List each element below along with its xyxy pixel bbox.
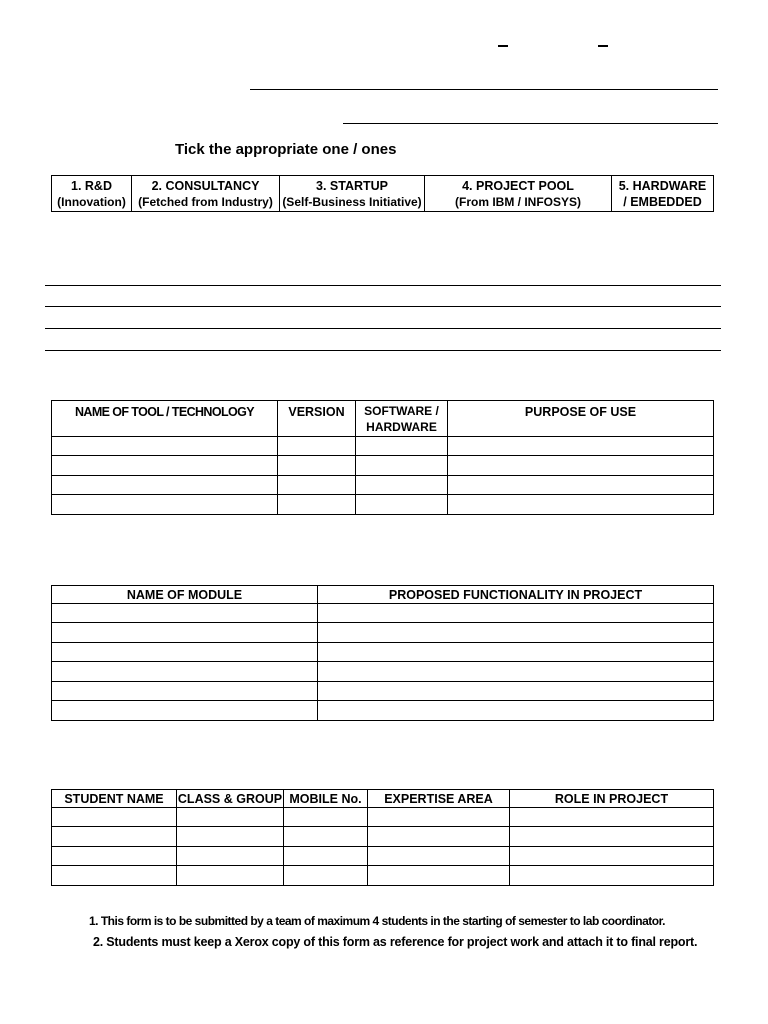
table-cell[interactable] (177, 827, 284, 847)
table-cell[interactable] (284, 827, 368, 847)
table-cell[interactable] (318, 701, 714, 721)
table-cell[interactable] (318, 643, 714, 662)
category-subtitle: (Self-Business Initiative) (282, 194, 422, 209)
table-cell[interactable] (368, 827, 510, 847)
tools-header-name: NAME OF TOOL / TECHNOLOGY (52, 401, 278, 437)
table-cell[interactable] (278, 476, 356, 495)
category-table (51, 175, 714, 212)
table-row (52, 701, 714, 721)
students-header-role: ROLE IN PROJECT (510, 790, 714, 808)
table-cell[interactable] (318, 604, 714, 623)
students-header-class: CLASS & GROUP (177, 791, 283, 806)
category-startup[interactable] (280, 176, 425, 212)
table-row (52, 643, 714, 662)
table-row (52, 623, 714, 643)
tools-header-version: VERSION (278, 401, 356, 437)
table-cell[interactable] (356, 456, 448, 476)
table-cell[interactable] (177, 808, 284, 827)
table-cell[interactable] (284, 866, 368, 886)
table-row (52, 682, 714, 701)
table-cell[interactable] (368, 847, 510, 866)
tools-header-purpose: PURPOSE OF USE (448, 401, 714, 437)
table-cell[interactable] (278, 456, 356, 476)
table-row (52, 476, 714, 495)
table-cell[interactable] (318, 682, 714, 701)
category-title: 5. HARDWARE (618, 178, 707, 193)
table-cell[interactable] (278, 437, 356, 456)
table-cell[interactable] (52, 643, 318, 662)
description-line-4[interactable] (45, 350, 721, 351)
table-cell[interactable] (52, 623, 318, 643)
category-title: 4. PROJECT POOL (462, 178, 574, 193)
table-cell[interactable] (52, 847, 177, 866)
table-cell[interactable] (510, 827, 714, 847)
category-project-pool[interactable] (425, 176, 612, 212)
table-cell[interactable] (284, 847, 368, 866)
table-cell[interactable] (356, 476, 448, 495)
students-table (51, 789, 714, 886)
modules-header-functionality: PROPOSED FUNCTIONALITY IN PROJECT (318, 586, 714, 604)
tick-instruction: Tick the appropriate one / ones (175, 141, 397, 158)
table-cell[interactable] (52, 662, 318, 682)
table-cell[interactable] (177, 866, 284, 886)
description-line-3[interactable] (45, 328, 721, 329)
table-cell[interactable] (52, 827, 177, 847)
table-cell[interactable] (52, 701, 318, 721)
table-cell[interactable] (284, 808, 368, 827)
students-header-name: STUDENT NAME (52, 790, 177, 808)
table-cell[interactable] (52, 437, 278, 456)
table-cell[interactable] (52, 682, 318, 701)
table-cell[interactable] (318, 662, 714, 682)
fill-in-line-2[interactable] (343, 123, 718, 124)
table-row (52, 604, 714, 623)
tools-header-type: SOFTWARE / HARDWARE (356, 401, 448, 437)
table-cell[interactable] (510, 866, 714, 886)
table-cell[interactable] (52, 808, 177, 827)
students-header-expertise: EXPERTISE AREA (368, 790, 510, 808)
category-title: 2. CONSULTANCY (151, 178, 260, 193)
table-cell[interactable] (52, 866, 177, 886)
table-cell[interactable] (368, 866, 510, 886)
table-cell[interactable] (52, 456, 278, 476)
table-row (52, 847, 714, 866)
modules-table (51, 585, 714, 721)
description-line-1[interactable] (45, 285, 721, 286)
category-hardware[interactable] (612, 176, 714, 212)
category-subtitle: (From IBM / INFOSYS) (455, 194, 581, 209)
table-cell[interactable] (448, 476, 714, 495)
category-subtitle: (Fetched from Industry) (138, 194, 273, 209)
table-cell[interactable] (368, 808, 510, 827)
table-cell[interactable] (52, 604, 318, 623)
table-cell[interactable] (52, 476, 278, 495)
table-cell[interactable] (318, 623, 714, 643)
fill-in-line-1[interactable] (250, 89, 718, 90)
table-cell[interactable] (177, 847, 284, 866)
table-cell[interactable] (356, 437, 448, 456)
tools-table (51, 400, 714, 515)
table-cell[interactable] (278, 495, 356, 515)
table-cell[interactable] (510, 847, 714, 866)
header-dash-1 (498, 45, 508, 47)
table-cell[interactable] (448, 495, 714, 515)
note-2: 2. Students must keep a Xerox copy of this form as reference for project work and attach it to final report. (93, 935, 698, 949)
header-dash-2 (598, 45, 608, 47)
category-consultancy[interactable] (132, 176, 280, 212)
note-1: 1. This form is to be submitted by a team of maximum 4 students in the starting of semester to lab coordinator. (89, 914, 665, 928)
table-row (52, 437, 714, 456)
category-subtitle: (Innovation) (57, 194, 126, 209)
table-row (52, 495, 714, 515)
category-subtitle: / EMBEDDED (623, 194, 702, 209)
table-cell[interactable] (448, 456, 714, 476)
table-row (52, 866, 714, 886)
table-cell[interactable] (52, 495, 278, 515)
table-cell[interactable] (356, 495, 448, 515)
table-row (52, 808, 714, 827)
description-line-2[interactable] (45, 306, 721, 307)
table-row (52, 827, 714, 847)
students-header-mobile: MOBILE No. (284, 790, 368, 808)
category-rnd[interactable] (52, 176, 132, 212)
table-cell[interactable] (510, 808, 714, 827)
category-title: 3. STARTUP (316, 178, 388, 193)
category-title: 1. R&D (71, 178, 112, 193)
table-cell[interactable] (448, 437, 714, 456)
table-row (52, 662, 714, 682)
table-row (52, 456, 714, 476)
modules-header-name: NAME OF MODULE (52, 586, 318, 604)
